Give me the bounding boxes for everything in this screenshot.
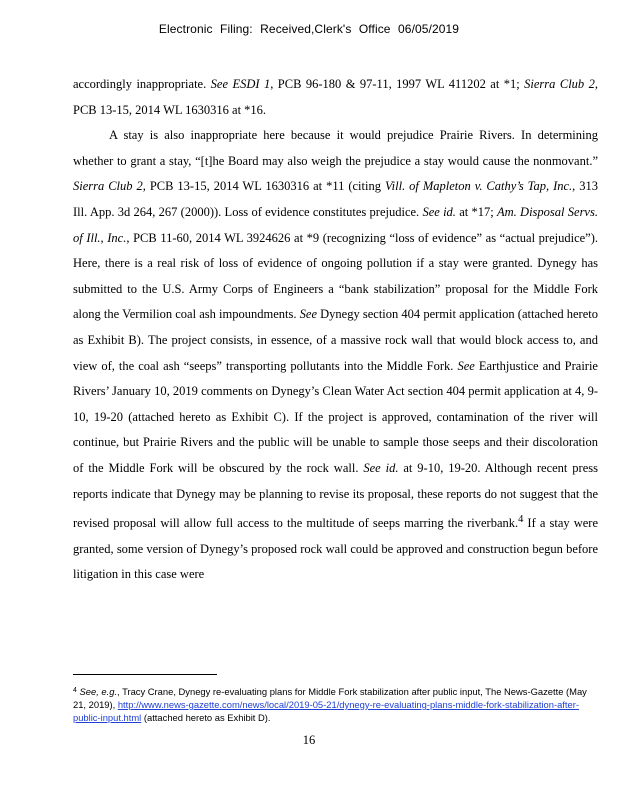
signal-citation: See id.: [422, 204, 456, 219]
case-citation: Sierra Club 2: [73, 179, 143, 194]
signal-citation: See: [457, 358, 475, 373]
paragraph-2-text: Earthjustice and Prairie Rivers’ January 10, 2019 comments on Dynegy’s Clean Water Act section 404 permit application at 4, 9-10, 19-20 (attached hereto as Exhibit C). If the project is approved, contamination of the river will continue, but Prairie Rivers and the public will be unable to sample those seeps and their discoloration of the Middle Fork will be obscured by the rock wall.: [73, 358, 598, 475]
case-citation: Vill. of Mapleton v. Cathy’s Tap, Inc.: [384, 179, 573, 194]
footnote-number: 4: [73, 687, 77, 694]
document-body: [73, 72, 598, 588]
case-citation: Am. Disposal Servs. of Ill., Inc.: [73, 204, 598, 245]
paragraph-2: [73, 123, 598, 588]
signal-citation: See, e.g.: [79, 686, 118, 697]
news-gazette-link[interactable]: http://www.news-gazette.com/news/local/2019-05-21/dynegy-re-evaluating-plans-middle-fork-stabilization-after-public-input.html: [73, 699, 579, 723]
paragraph-1-text: accordingly inappropriate.: [73, 77, 211, 91]
electronic-filing-header: Electronic Filing: Received,Clerk's Office 06/05/2019: [158, 22, 460, 36]
signal-citation: See: [299, 307, 317, 322]
case-citation: Sierra Club 2: [524, 77, 595, 91]
paragraph-2-text: , PCB 11-60, 2014 WL 3924626 at *9 (recognizing “loss of evidence” as “actual prejudice”). Here, there is a real risk of loss of evidence of ongoing pollution if a stay were granted. Dynegy has submitted to the U.S. Army Corps of Engineers a “bank stabilization” proposal for the Middle Fork along the Vermilion coal ash impoundments.: [73, 230, 598, 322]
footnote-text: (attached hereto as Exhibit D).: [141, 712, 271, 723]
paragraph-2-text: at *17;: [455, 204, 497, 219]
paragraph-2-text: , PCB 13-15, 2014 WL 1630316 at *11 (citing: [142, 179, 385, 194]
footnote-4: [73, 684, 598, 724]
page-number: 16: [302, 733, 316, 747]
paragraph-2-text: , 313 Ill. App. 3d 264, 267 (2000)). Loss of evidence constitutes prejudice.: [73, 179, 598, 219]
paragraph-2-text: at 9-10, 19-20. Although recent press reports indicate that Dynegy may be planning to revise its proposal, these reports do not suggest that the revised proposal will allow full access to the multitude of seeps marring the riverbank.: [73, 460, 598, 531]
paragraph-2-text: A stay is also inappropriate here because it would prejudice Prairie Rivers. In determining whether to grant a stay, “[t]he Board may also weigh the prejudice a stay would cause the nonmovant.”: [73, 128, 598, 168]
paragraph-1-text: , PCB 13-15, 2014 WL 1630316 at *16.: [73, 77, 598, 117]
paragraph-1-text: , PCB 96-180 & 97-11, 1997 WL 411202 at *1;: [270, 77, 525, 91]
case-citation: See ESDI 1: [210, 77, 271, 91]
footnote-separator: [73, 674, 217, 675]
footnote-text: , Tracy Crane, Dynegy re-evaluating plans for Middle Fork stabilization after public input, The News-Gazette (May 21, 2019),: [73, 686, 587, 710]
paragraph-2-text: Dynegy section 404 permit application (attached hereto as Exhibit B). The project consists, in essence, of a massive rock wall that would block access to, and view of, the coal ash “seeps” transporting pollutants into the Middle Fork.: [73, 307, 598, 373]
signal-citation: See id.: [363, 460, 399, 475]
paragraph-1: [73, 72, 598, 123]
footnote-reference[interactable]: 4: [518, 514, 524, 526]
paragraph-2-text: If a stay were granted, some version of Dynegy’s proposed rock wall could be approved and construction begun before litigation in this case were: [73, 516, 598, 582]
